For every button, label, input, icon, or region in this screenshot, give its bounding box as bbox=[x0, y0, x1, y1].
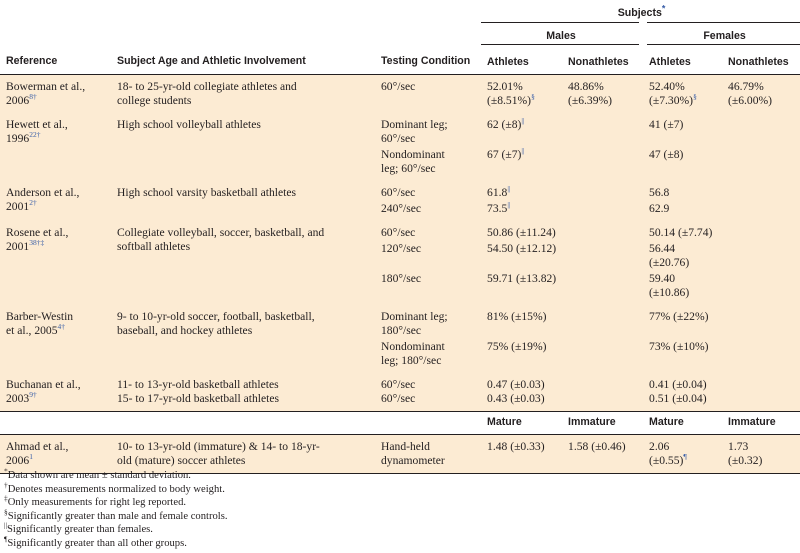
female-nonathletes-cell bbox=[722, 146, 800, 181]
testing-cell bbox=[375, 113, 481, 146]
cell-line: 67 (±7)|| bbox=[487, 145, 525, 161]
cell-line: 60°/sec bbox=[381, 225, 416, 239]
col-female-nonathletes: Nonathletes bbox=[728, 55, 789, 68]
cell-line: Hand-held bbox=[381, 439, 430, 453]
cell-line: 54.50 (±12.12) bbox=[487, 241, 557, 255]
male-nonathletes-cell bbox=[562, 113, 643, 146]
cell-line: 52.40% bbox=[649, 79, 685, 93]
cell-line: 73.5|| bbox=[487, 199, 511, 215]
footnote-mark: * bbox=[4, 466, 8, 476]
cell-line: (±0.32) bbox=[728, 453, 763, 467]
females-header: Females bbox=[643, 22, 800, 44]
reference-cell bbox=[0, 221, 111, 305]
cell-line: Collegiate volleyball, soccer, basketball, and bbox=[117, 225, 325, 239]
age-cell bbox=[111, 373, 375, 412]
footnote-mark: § bbox=[693, 91, 697, 101]
cell-line: 75% (±19%) bbox=[487, 339, 547, 353]
cell-line: 1.73 bbox=[728, 439, 749, 453]
female-nonathletes-cell bbox=[722, 240, 800, 270]
cell-line: Dominant leg; bbox=[381, 309, 448, 323]
footnote-text: Only measurements for right leg reported. bbox=[7, 497, 187, 509]
testing-cell bbox=[375, 221, 481, 240]
footnote-text: Significantly greater than all other groups. bbox=[7, 537, 187, 549]
testing-cell bbox=[375, 181, 481, 200]
female-nonathletes-cell bbox=[722, 113, 800, 146]
table-body bbox=[0, 74, 800, 411]
cell-line: 60°/sec bbox=[381, 377, 416, 391]
age-cell bbox=[111, 113, 375, 181]
table-row bbox=[0, 221, 800, 240]
male-athletes-cell bbox=[481, 221, 562, 240]
cell-line: 11- to 13-yr-old basketball athletes bbox=[117, 377, 279, 391]
male-nonathletes-cell bbox=[562, 270, 643, 305]
cell-line: 50.14 (±7.74) bbox=[649, 225, 713, 239]
male-nonathletes-cell bbox=[562, 181, 643, 200]
female-athletes-cell bbox=[643, 221, 722, 240]
male-athletes-cell bbox=[481, 74, 562, 113]
footnote-mark: § bbox=[4, 507, 8, 517]
table-row bbox=[0, 113, 800, 146]
cell-line: $2003^{9\dagger}$ bbox=[6, 389, 37, 405]
cell-line: 1.48 (±0.33) bbox=[487, 439, 545, 453]
cell-line: 46.79% bbox=[728, 79, 764, 93]
cell-line: 2006$^1$ bbox=[6, 451, 33, 467]
footnote-mark: || bbox=[4, 520, 8, 530]
female-athletes-cell bbox=[643, 270, 722, 305]
col-male-nonathletes: Nonathletes bbox=[568, 55, 629, 68]
female-athletes-cell bbox=[643, 181, 722, 200]
cell-line: leg; 60°/sec bbox=[381, 161, 436, 175]
table-row bbox=[0, 74, 800, 113]
female-nonathletes-cell bbox=[722, 373, 800, 412]
cell-line: 180°/sec bbox=[381, 323, 422, 337]
male-nonathletes-cell bbox=[562, 240, 643, 270]
reference-cell bbox=[0, 74, 111, 113]
female-nonathletes-cell bbox=[722, 338, 800, 373]
cell-line: 62 (±8)|| bbox=[487, 115, 525, 131]
testing-cell bbox=[375, 146, 481, 181]
female-athletes-cell bbox=[643, 240, 722, 270]
cell-line: Dominant leg; bbox=[381, 117, 448, 131]
table-row bbox=[0, 305, 800, 338]
footnote-item bbox=[4, 534, 794, 551]
cell-line: 59.71 (±13.82) bbox=[487, 271, 557, 285]
male-athletes-cell bbox=[481, 113, 562, 146]
age-cell bbox=[111, 221, 375, 305]
testing-cell bbox=[375, 240, 481, 270]
reference-cell bbox=[0, 434, 111, 476]
footnote-mark: 2† bbox=[29, 197, 37, 207]
cell-line: baseball, and hockey athletes bbox=[117, 323, 253, 337]
age-cell bbox=[111, 434, 375, 473]
reference-cell bbox=[0, 305, 111, 373]
female-athletes-cell bbox=[643, 373, 722, 412]
male-nonathletes-cell bbox=[562, 373, 643, 412]
female-nonathletes-cell bbox=[722, 181, 800, 200]
cell-line: 47 (±8) bbox=[649, 147, 684, 161]
age-cell bbox=[111, 181, 375, 221]
footnote-mark: § bbox=[531, 91, 535, 101]
female-immature-cell bbox=[722, 434, 800, 473]
footnote-mark: || bbox=[507, 183, 511, 193]
footnote-mark: ¶ bbox=[4, 534, 8, 544]
age-cell bbox=[111, 74, 375, 113]
male-nonathletes-cell bbox=[562, 221, 643, 240]
cell-line: 60°/sec bbox=[381, 185, 416, 199]
cell-line: (±6.39%) bbox=[568, 93, 613, 107]
sub-header-mature-male: Mature bbox=[487, 415, 522, 428]
footnote-mark: † bbox=[4, 480, 8, 490]
cell-line: Nondominant bbox=[381, 339, 445, 353]
female-nonathletes-cell bbox=[722, 200, 800, 221]
cell-line: 0.43 (±0.03) bbox=[487, 391, 545, 405]
cell-line: old (mature) soccer athletes bbox=[117, 453, 246, 467]
female-nonathletes-cell bbox=[722, 74, 800, 113]
cell-line: dynamometer bbox=[381, 453, 445, 467]
males-header: Males bbox=[481, 22, 643, 44]
table-header bbox=[0, 0, 800, 74]
footnote-mark: 38†‡ bbox=[29, 237, 45, 247]
footnote-item bbox=[4, 507, 794, 524]
footnote-mark: || bbox=[507, 199, 511, 209]
col-age: Subject Age and Athletic Involvement bbox=[117, 55, 306, 67]
male-athletes-cell bbox=[481, 338, 562, 373]
col-female-athletes: Athletes bbox=[649, 55, 691, 68]
female-athletes-cell bbox=[643, 338, 722, 373]
sub-header-immature-male: Immature bbox=[568, 415, 616, 428]
female-nonathletes-cell bbox=[722, 221, 800, 240]
cell-line: 0.47 (±0.03) bbox=[487, 377, 545, 391]
footnote-mark: 1 bbox=[29, 451, 33, 461]
cell-line: Anderson et al., bbox=[6, 185, 80, 199]
testing-cell bbox=[375, 200, 481, 221]
cell-line: 77% (±22%) bbox=[649, 309, 709, 323]
table-row bbox=[0, 373, 800, 412]
cell-line: 81% (±15%) bbox=[487, 309, 547, 323]
cell-line: High school varsity basketball athletes bbox=[117, 185, 297, 199]
testing-cell bbox=[375, 74, 481, 113]
cell-line: 9- to 10-yr-old soccer, football, basketball, bbox=[117, 309, 315, 323]
cell-line: softball athletes bbox=[117, 239, 191, 253]
cell-line: leg; 180°/sec bbox=[381, 353, 442, 367]
male-athletes-cell bbox=[481, 373, 562, 412]
cell-line: 56.8 bbox=[649, 185, 670, 199]
cell-line: 60°/sec bbox=[381, 79, 416, 93]
male-immature-cell bbox=[562, 434, 643, 473]
footnote-text: Significantly greater than females. bbox=[7, 524, 153, 536]
male-athletes-cell bbox=[481, 146, 562, 181]
female-athletes-cell bbox=[643, 74, 722, 113]
cell-line: (±6.00%) bbox=[728, 93, 773, 107]
cell-line: (±7.30%)§ bbox=[649, 91, 697, 107]
testing-cell bbox=[375, 373, 481, 412]
footnote-mark: 4† bbox=[57, 321, 66, 331]
reference-cell bbox=[0, 113, 111, 181]
cell-line: $2006^{8\dagger}$ bbox=[6, 91, 37, 107]
col-testing: Testing Condition bbox=[381, 55, 471, 67]
cell-line: $2001^{2\dagger}$ bbox=[6, 197, 37, 213]
cell-line: 56.44 (±20.76) bbox=[649, 241, 690, 269]
footnote-mark: ¶ bbox=[683, 451, 687, 461]
footnote-mark: 9† bbox=[29, 389, 37, 399]
footnote-text: Significantly greater than male and female controls. bbox=[7, 510, 228, 522]
footnote-mark: 22† bbox=[29, 129, 41, 139]
cell-line: 41 (±7) bbox=[649, 117, 684, 131]
cell-line: 15- to 17-yr-old basketball athletes bbox=[117, 391, 280, 405]
cell-line: 59.40 (±10.86) bbox=[649, 271, 690, 299]
male-athletes-cell bbox=[481, 270, 562, 305]
cell-line: Bowerman et al., bbox=[6, 79, 86, 93]
male-athletes-cell bbox=[481, 305, 562, 338]
cell-line: (±8.51%)§ bbox=[487, 91, 535, 107]
cell-line: Ahmad et al., bbox=[6, 439, 69, 453]
cell-line: et al., $2005^{4\dagger}$ bbox=[6, 321, 66, 337]
testing-cell bbox=[375, 270, 481, 305]
cell-line: 60°/sec bbox=[381, 131, 416, 145]
female-athletes-cell bbox=[643, 146, 722, 181]
female-athletes-cell bbox=[643, 305, 722, 338]
cell-line: 50.86 (±11.24) bbox=[487, 225, 556, 239]
cell-line: Barber-Westin bbox=[6, 309, 74, 323]
col-reference: Reference bbox=[6, 55, 58, 67]
cell-line: Rosene et al., bbox=[6, 225, 69, 239]
reference-cell bbox=[0, 373, 111, 412]
cell-line: 52.01% bbox=[487, 79, 523, 93]
cell-line: 0.41 (±0.04) bbox=[649, 377, 707, 391]
cell-line: 48.86% bbox=[568, 79, 604, 93]
cell-line: 2.06 bbox=[649, 439, 670, 453]
footnote-item bbox=[4, 493, 794, 510]
cell-line: 0.51 (±0.04) bbox=[649, 391, 707, 405]
footnote-item bbox=[4, 466, 794, 483]
testing-cell bbox=[375, 338, 481, 373]
female-mature-cell bbox=[643, 434, 722, 473]
footnote-item bbox=[4, 520, 794, 537]
age-cell bbox=[111, 305, 375, 373]
footnote-text: Data shown are mean ± standard deviation. bbox=[7, 470, 191, 481]
male-nonathletes-cell bbox=[562, 200, 643, 221]
cell-line: 180°/sec bbox=[381, 271, 422, 285]
testing-cell bbox=[375, 434, 481, 473]
footnote-item bbox=[4, 480, 794, 497]
footnote-mark: 8† bbox=[29, 91, 37, 101]
reference-cell bbox=[0, 181, 111, 221]
female-nonathletes-cell bbox=[722, 305, 800, 338]
cell-line: $2001^{38\dagger\ddagger}$ bbox=[6, 237, 45, 253]
cell-line: $1996^{22\dagger}$ bbox=[6, 129, 41, 145]
sub-header-mature-female: Mature bbox=[649, 415, 684, 428]
male-nonathletes-cell bbox=[562, 146, 643, 181]
male-athletes-cell bbox=[481, 181, 562, 200]
cell-line: High school volleyball athletes bbox=[117, 117, 261, 131]
male-mature-cell bbox=[481, 434, 562, 473]
cell-line: 10- to 13-yr-old (immature) & 14- to 18-yr- bbox=[117, 439, 320, 453]
cell-line: 60°/sec bbox=[381, 391, 416, 405]
female-athletes-cell bbox=[643, 200, 722, 221]
footnote-mark: || bbox=[521, 115, 525, 125]
cell-line: 62.9 bbox=[649, 201, 670, 215]
cell-line: 240°/sec bbox=[381, 201, 422, 215]
cell-line: 73% (±10%) bbox=[649, 339, 709, 353]
footnote-mark: || bbox=[521, 145, 525, 155]
footnote-mark: ‡ bbox=[4, 493, 8, 503]
cell-line: college students bbox=[117, 93, 192, 107]
sub-header-immature-female: Immature bbox=[728, 415, 776, 428]
male-nonathletes-cell bbox=[562, 74, 643, 113]
cell-line: 18- to 25-yr-old collegiate athletes and bbox=[117, 79, 297, 93]
table-row bbox=[0, 181, 800, 200]
cell-line: (±0.55)¶ bbox=[649, 451, 687, 467]
cell-line: 61.8|| bbox=[487, 183, 511, 199]
table-row bbox=[0, 434, 800, 473]
male-athletes-cell bbox=[481, 200, 562, 221]
subjects-header: Subjects* bbox=[617, 3, 666, 19]
male-nonathletes-cell bbox=[562, 338, 643, 373]
male-nonathletes-cell bbox=[562, 305, 643, 338]
footnote-text: Denotes measurements normalized to body weight. bbox=[7, 483, 225, 495]
footnotes bbox=[4, 466, 794, 551]
cell-line: Buchanan et al., bbox=[6, 377, 81, 391]
female-athletes-cell bbox=[643, 113, 722, 146]
testing-cell bbox=[375, 305, 481, 338]
male-athletes-cell bbox=[481, 240, 562, 270]
cell-line: 1.58 (±0.46) bbox=[568, 439, 626, 453]
cell-line: Nondominant bbox=[381, 147, 445, 161]
female-nonathletes-cell bbox=[722, 270, 800, 305]
col-male-athletes: Athletes bbox=[487, 55, 529, 68]
cell-line: Hewett et al., bbox=[6, 117, 68, 131]
cell-line: 120°/sec bbox=[381, 241, 422, 255]
